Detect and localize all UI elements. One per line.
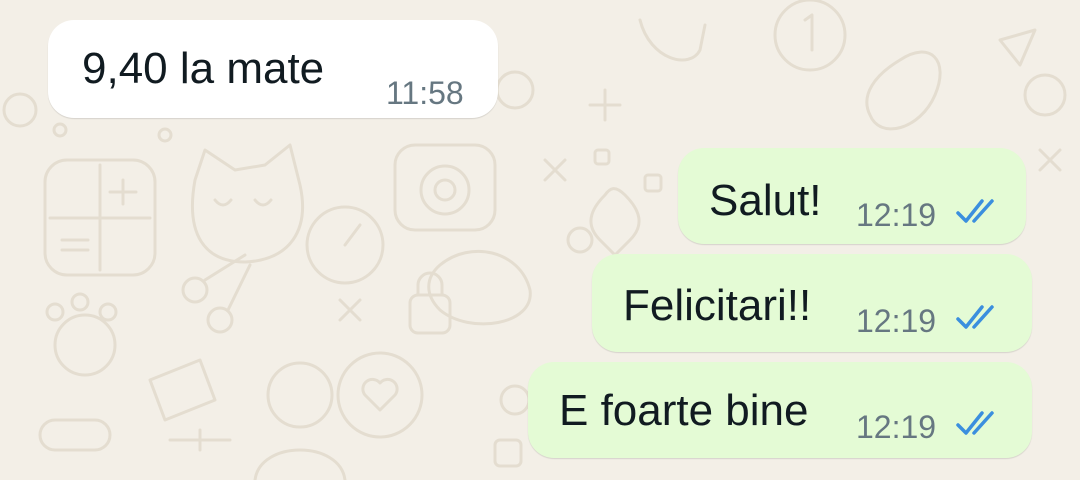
message-text: E foarte bine [559, 386, 809, 435]
message-time: 12:19 [856, 197, 937, 233]
message-text: Salut! [709, 176, 822, 225]
message-time: 12:19 [856, 409, 937, 445]
message-time: 12:19 [856, 303, 937, 339]
message-text: 9,40 la mate [82, 44, 325, 93]
read-receipt-icon [954, 409, 1002, 439]
read-receipt-icon [954, 197, 1002, 227]
message-text: Felicitari!! [623, 281, 812, 330]
message-bubble-outgoing[interactable] [528, 362, 1032, 458]
message-bubble-outgoing[interactable] [678, 148, 1026, 244]
message-bubble-incoming[interactable] [48, 20, 498, 118]
read-receipt-icon [954, 303, 1002, 333]
message-bubble-outgoing[interactable] [592, 254, 1032, 352]
message-time: 11:58 [386, 75, 464, 111]
